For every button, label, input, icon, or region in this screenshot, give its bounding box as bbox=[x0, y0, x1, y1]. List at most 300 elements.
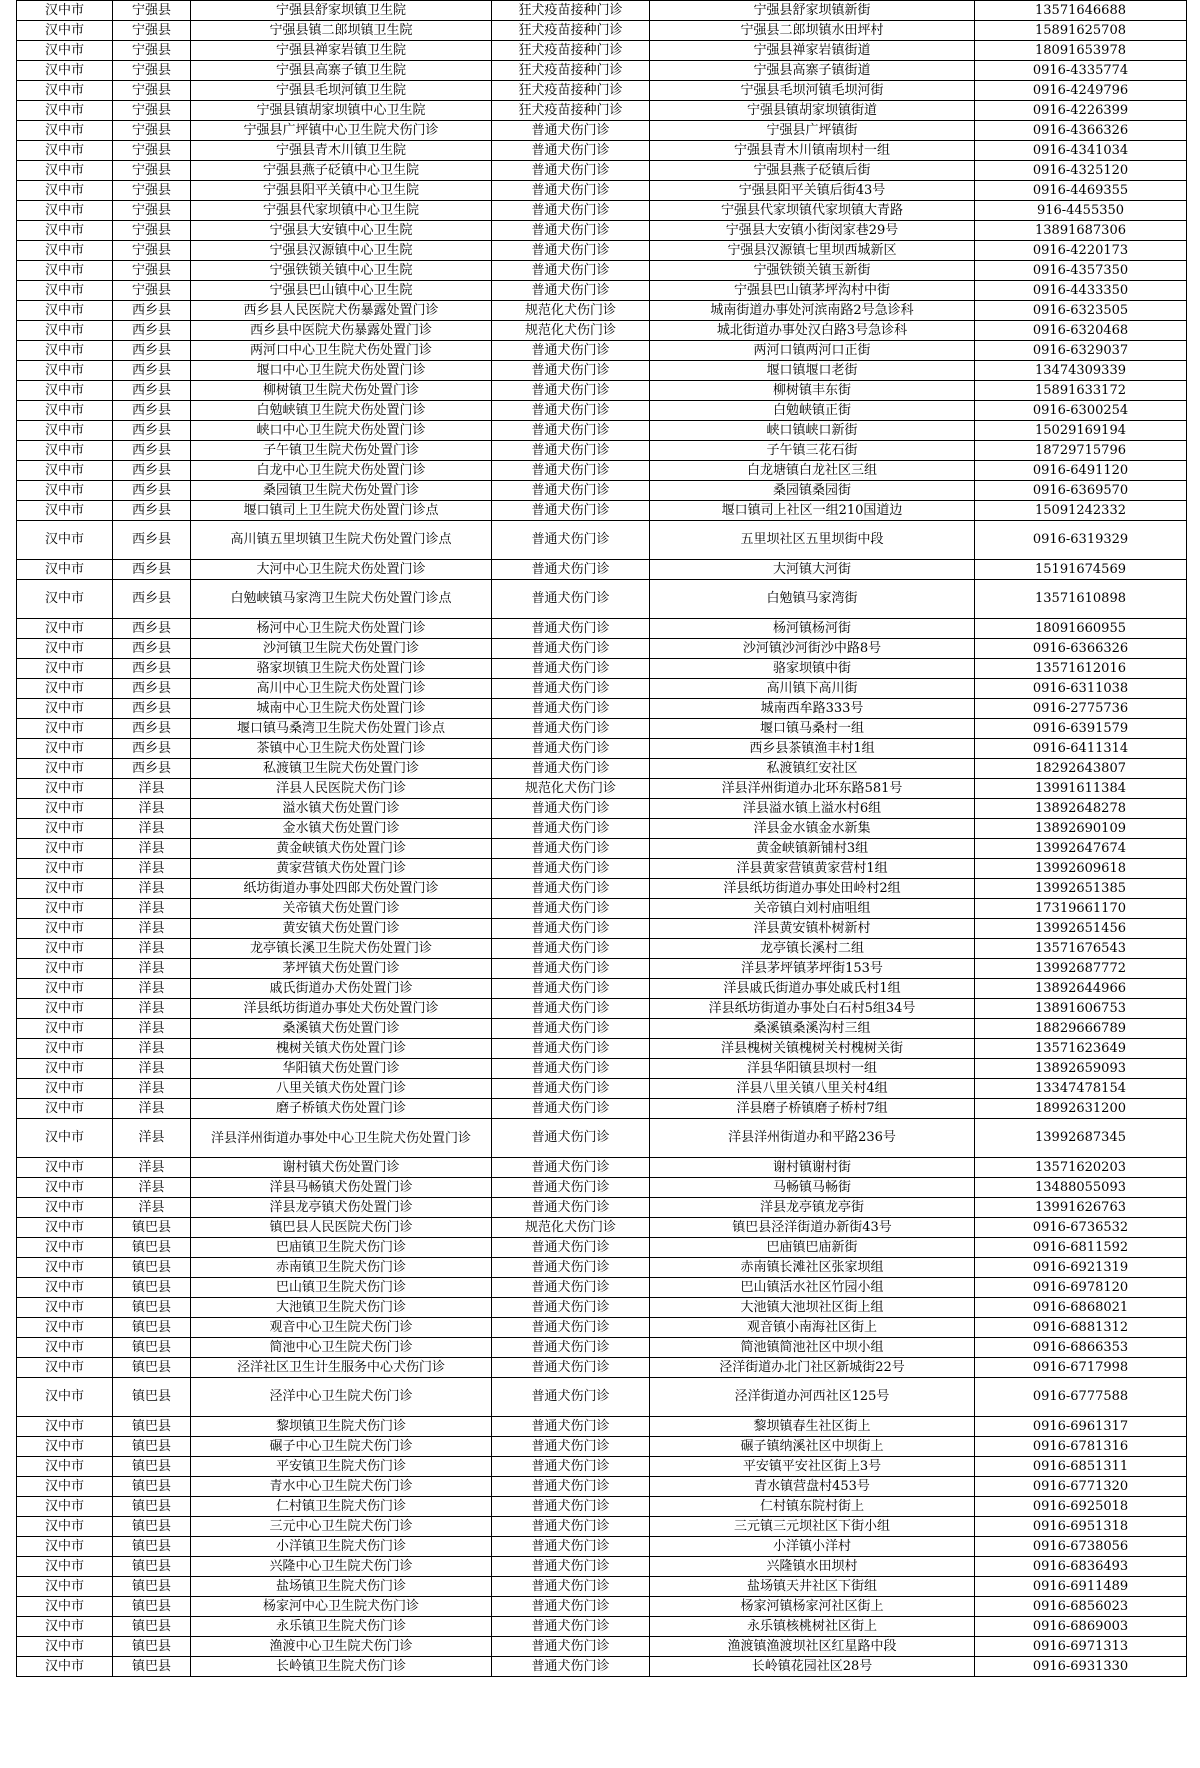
address-cell: 宁强县二郎坝镇水田坪村 bbox=[650, 21, 975, 41]
address-cell: 城南西牟路333号 bbox=[650, 699, 975, 719]
clinic-name-cell: 宁强县镇胡家坝镇中心卫生院 bbox=[191, 101, 492, 121]
table-row bbox=[17, 361, 1187, 381]
county-cell: 宁强县 bbox=[113, 101, 191, 121]
phone-cell: 18091653978 bbox=[975, 41, 1187, 61]
address-cell: 宁强县镇胡家坝镇街道 bbox=[650, 101, 975, 121]
address-cell: 西乡县茶镇渔丰村1组 bbox=[650, 739, 975, 759]
clinic-name-cell: 洋县纸坊街道办事处犬伤处置门诊 bbox=[191, 999, 492, 1019]
county-cell: 洋县 bbox=[113, 1099, 191, 1119]
address-cell: 两河口镇两河口正街 bbox=[650, 341, 975, 361]
clinic-type-cell: 普通犬伤门诊 bbox=[492, 441, 650, 461]
clinic-name-cell: 白龙中心卫生院犬伤处置门诊 bbox=[191, 461, 492, 481]
phone-cell: 0916-6931330 bbox=[975, 1657, 1187, 1677]
city-cell: 汉中市 bbox=[17, 141, 113, 161]
county-cell: 镇巴县 bbox=[113, 1657, 191, 1677]
phone-cell: 13571646688 bbox=[975, 1, 1187, 21]
address-cell: 沙河镇沙河街沙中路8号 bbox=[650, 639, 975, 659]
table-row bbox=[17, 1537, 1187, 1557]
address-cell: 平安镇平安社区街上3号 bbox=[650, 1457, 975, 1477]
clinic-type-cell: 普通犬伤门诊 bbox=[492, 341, 650, 361]
city-cell: 汉中市 bbox=[17, 639, 113, 659]
phone-cell: 15891633172 bbox=[975, 381, 1187, 401]
address-cell: 杨家河镇杨家河社区街上 bbox=[650, 1597, 975, 1617]
address-cell: 宁强铁锁关镇玉新街 bbox=[650, 261, 975, 281]
county-cell: 镇巴县 bbox=[113, 1278, 191, 1298]
clinic-type-cell: 普通犬伤门诊 bbox=[492, 161, 650, 181]
clinic-name-cell: 宁强铁锁关镇中心卫生院 bbox=[191, 261, 492, 281]
clinic-type-cell: 普通犬伤门诊 bbox=[492, 121, 650, 141]
county-cell: 洋县 bbox=[113, 1039, 191, 1059]
address-cell: 宁强县燕子砭镇后街 bbox=[650, 161, 975, 181]
clinic-name-cell: 高川中心卫生院犬伤处置门诊 bbox=[191, 679, 492, 699]
address-cell: 子午镇三花石街 bbox=[650, 441, 975, 461]
clinic-name-cell: 八里关镇犬伤处置门诊 bbox=[191, 1079, 492, 1099]
clinic-type-cell: 普通犬伤门诊 bbox=[492, 201, 650, 221]
address-cell: 柳树镇丰东街 bbox=[650, 381, 975, 401]
table-row bbox=[17, 1437, 1187, 1457]
address-cell: 简池镇简池社区中坝小组 bbox=[650, 1338, 975, 1358]
city-cell: 汉中市 bbox=[17, 999, 113, 1019]
address-cell: 宁强县高寨子镇街道 bbox=[650, 61, 975, 81]
clinic-name-cell: 宁强县阳平关镇中心卫生院 bbox=[191, 181, 492, 201]
table-row bbox=[17, 619, 1187, 639]
clinic-type-cell: 普通犬伤门诊 bbox=[492, 501, 650, 521]
address-cell: 白勉镇马家湾街 bbox=[650, 580, 975, 619]
city-cell: 汉中市 bbox=[17, 1059, 113, 1079]
address-cell: 谢村镇谢村街 bbox=[650, 1158, 975, 1178]
phone-cell: 13347478154 bbox=[975, 1079, 1187, 1099]
phone-cell: 18829666789 bbox=[975, 1019, 1187, 1039]
address-cell: 黎坝镇春生社区街上 bbox=[650, 1417, 975, 1437]
clinic-table-body bbox=[17, 1, 1187, 1677]
clinic-name-cell: 溢水镇犬伤处置门诊 bbox=[191, 799, 492, 819]
address-cell: 高川镇下高川街 bbox=[650, 679, 975, 699]
county-cell: 镇巴县 bbox=[113, 1378, 191, 1417]
address-cell: 马畅镇马畅街 bbox=[650, 1178, 975, 1198]
clinic-type-cell: 普通犬伤门诊 bbox=[492, 421, 650, 441]
clinic-type-cell: 普通犬伤门诊 bbox=[492, 1318, 650, 1338]
clinic-name-cell: 西乡县中医院犬伤暴露处置门诊 bbox=[191, 321, 492, 341]
county-cell: 镇巴县 bbox=[113, 1417, 191, 1437]
city-cell: 汉中市 bbox=[17, 1, 113, 21]
table-row bbox=[17, 1557, 1187, 1577]
clinic-type-cell: 普通犬伤门诊 bbox=[492, 999, 650, 1019]
phone-cell: 0916-6491120 bbox=[975, 461, 1187, 481]
address-cell: 宁强县广坪镇街 bbox=[650, 121, 975, 141]
city-cell: 汉中市 bbox=[17, 1417, 113, 1437]
table-row bbox=[17, 201, 1187, 221]
clinic-type-cell: 普通犬伤门诊 bbox=[492, 1099, 650, 1119]
county-cell: 宁强县 bbox=[113, 221, 191, 241]
phone-cell: 0916-2775736 bbox=[975, 699, 1187, 719]
city-cell: 汉中市 bbox=[17, 859, 113, 879]
address-cell: 永乐镇核桃树社区街上 bbox=[650, 1617, 975, 1637]
clinic-name-cell: 宁强县舒家坝镇卫生院 bbox=[191, 1, 492, 21]
city-cell: 汉中市 bbox=[17, 819, 113, 839]
clinic-name-cell: 白勉峡镇卫生院犬伤处置门诊 bbox=[191, 401, 492, 421]
clinic-type-cell: 普通犬伤门诊 bbox=[492, 241, 650, 261]
table-row bbox=[17, 799, 1187, 819]
table-row bbox=[17, 659, 1187, 679]
phone-cell: 0916-4433350 bbox=[975, 281, 1187, 301]
clinic-type-cell: 普通犬伤门诊 bbox=[492, 739, 650, 759]
county-cell: 镇巴县 bbox=[113, 1517, 191, 1537]
table-row bbox=[17, 301, 1187, 321]
table-row bbox=[17, 899, 1187, 919]
clinic-name-cell: 西乡县人民医院犬伤暴露处置门诊 bbox=[191, 301, 492, 321]
clinic-name-cell: 堰口中心卫生院犬伤处置门诊 bbox=[191, 361, 492, 381]
city-cell: 汉中市 bbox=[17, 1477, 113, 1497]
clinic-name-cell: 巴庙镇卫生院犬伤门诊 bbox=[191, 1238, 492, 1258]
city-cell: 汉中市 bbox=[17, 1039, 113, 1059]
county-cell: 宁强县 bbox=[113, 41, 191, 61]
county-cell: 镇巴县 bbox=[113, 1258, 191, 1278]
address-cell: 观音镇小南海社区街上 bbox=[650, 1318, 975, 1338]
county-cell: 西乡县 bbox=[113, 759, 191, 779]
clinic-name-cell: 高川镇五里坝镇卫生院犬伤处置门诊点 bbox=[191, 521, 492, 560]
clinic-type-cell: 普通犬伤门诊 bbox=[492, 979, 650, 999]
clinic-type-cell: 规范化犬伤门诊 bbox=[492, 321, 650, 341]
clinic-name-cell: 宁强县汉源镇中心卫生院 bbox=[191, 241, 492, 261]
clinic-name-cell: 纸坊街道办事处四郎犬伤处置门诊 bbox=[191, 879, 492, 899]
clinic-type-cell: 普通犬伤门诊 bbox=[492, 580, 650, 619]
address-cell: 长岭镇花园社区28号 bbox=[650, 1657, 975, 1677]
table-row bbox=[17, 1158, 1187, 1178]
table-row bbox=[17, 979, 1187, 999]
clinic-type-cell: 普通犬伤门诊 bbox=[492, 619, 650, 639]
table-row bbox=[17, 521, 1187, 560]
phone-cell: 0916-6971313 bbox=[975, 1637, 1187, 1657]
address-cell: 洋县茅坪镇茅坪街153号 bbox=[650, 959, 975, 979]
table-row bbox=[17, 81, 1187, 101]
county-cell: 洋县 bbox=[113, 899, 191, 919]
clinic-name-cell: 宁强县大安镇中心卫生院 bbox=[191, 221, 492, 241]
clinic-name-cell: 桑园镇卫生院犬伤处置门诊 bbox=[191, 481, 492, 501]
clinic-type-cell: 普通犬伤门诊 bbox=[492, 1198, 650, 1218]
city-cell: 汉中市 bbox=[17, 1218, 113, 1238]
clinic-name-cell: 小洋镇卫生院犬伤门诊 bbox=[191, 1537, 492, 1557]
city-cell: 汉中市 bbox=[17, 281, 113, 301]
address-cell: 仁村镇东院村街上 bbox=[650, 1497, 975, 1517]
county-cell: 西乡县 bbox=[113, 441, 191, 461]
address-cell: 兴隆镇水田坝村 bbox=[650, 1557, 975, 1577]
table-row bbox=[17, 401, 1187, 421]
clinic-name-cell: 杨家河中心卫生院犬伤门诊 bbox=[191, 1597, 492, 1617]
city-cell: 汉中市 bbox=[17, 1637, 113, 1657]
clinic-name-cell: 宁强县禅家岩镇卫生院 bbox=[191, 41, 492, 61]
county-cell: 西乡县 bbox=[113, 659, 191, 679]
city-cell: 汉中市 bbox=[17, 181, 113, 201]
address-cell: 宁强县代家坝镇代家坝镇大青路 bbox=[650, 201, 975, 221]
city-cell: 汉中市 bbox=[17, 1318, 113, 1338]
phone-cell: 0916-6717998 bbox=[975, 1358, 1187, 1378]
address-cell: 白龙塘镇白龙社区三组 bbox=[650, 461, 975, 481]
address-cell: 城北街道办事处汉白路3号急诊科 bbox=[650, 321, 975, 341]
clinic-name-cell: 观音中心卫生院犬伤门诊 bbox=[191, 1318, 492, 1338]
city-cell: 汉中市 bbox=[17, 481, 113, 501]
county-cell: 西乡县 bbox=[113, 341, 191, 361]
address-cell: 大池镇大池坝社区街上组 bbox=[650, 1298, 975, 1318]
county-cell: 洋县 bbox=[113, 779, 191, 799]
city-cell: 汉中市 bbox=[17, 779, 113, 799]
table-row bbox=[17, 1477, 1187, 1497]
phone-cell: 13571610898 bbox=[975, 580, 1187, 619]
address-cell: 宁强县禅家岩镇街道 bbox=[650, 41, 975, 61]
table-row bbox=[17, 1099, 1187, 1119]
clinic-type-cell: 普通犬伤门诊 bbox=[492, 261, 650, 281]
phone-cell: 0916-6369570 bbox=[975, 481, 1187, 501]
table-row bbox=[17, 241, 1187, 261]
table-row bbox=[17, 1079, 1187, 1099]
city-cell: 汉中市 bbox=[17, 1657, 113, 1677]
county-cell: 洋县 bbox=[113, 839, 191, 859]
clinic-type-cell: 普通犬伤门诊 bbox=[492, 819, 650, 839]
clinic-name-cell: 宁强县青木川镇卫生院 bbox=[191, 141, 492, 161]
county-cell: 洋县 bbox=[113, 1079, 191, 1099]
city-cell: 汉中市 bbox=[17, 381, 113, 401]
county-cell: 宁强县 bbox=[113, 161, 191, 181]
clinic-type-cell: 普通犬伤门诊 bbox=[492, 1039, 650, 1059]
address-cell: 宁强县青木川镇南坝村一组 bbox=[650, 141, 975, 161]
city-cell: 汉中市 bbox=[17, 1238, 113, 1258]
clinic-type-cell: 普通犬伤门诊 bbox=[492, 1158, 650, 1178]
table-row bbox=[17, 121, 1187, 141]
phone-cell: 0916-6781316 bbox=[975, 1437, 1187, 1457]
clinic-type-cell: 普通犬伤门诊 bbox=[492, 401, 650, 421]
city-cell: 汉中市 bbox=[17, 659, 113, 679]
county-cell: 镇巴县 bbox=[113, 1358, 191, 1378]
clinic-name-cell: 泾洋社区卫生计生服务中心犬伤门诊 bbox=[191, 1358, 492, 1378]
table-row bbox=[17, 1238, 1187, 1258]
city-cell: 汉中市 bbox=[17, 739, 113, 759]
table-row bbox=[17, 839, 1187, 859]
city-cell: 汉中市 bbox=[17, 719, 113, 739]
clinic-type-cell: 狂犬疫苗接种门诊 bbox=[492, 21, 650, 41]
address-cell: 峡口镇峡口新街 bbox=[650, 421, 975, 441]
county-cell: 镇巴县 bbox=[113, 1338, 191, 1358]
county-cell: 洋县 bbox=[113, 939, 191, 959]
table-row bbox=[17, 699, 1187, 719]
clinic-name-cell: 宁强县代家坝镇中心卫生院 bbox=[191, 201, 492, 221]
clinic-type-cell: 普通犬伤门诊 bbox=[492, 639, 650, 659]
phone-cell: 0916-6311038 bbox=[975, 679, 1187, 699]
city-cell: 汉中市 bbox=[17, 1617, 113, 1637]
clinic-type-cell: 普通犬伤门诊 bbox=[492, 1298, 650, 1318]
clinic-name-cell: 宁强县毛坝河镇卫生院 bbox=[191, 81, 492, 101]
clinic-name-cell: 三元中心卫生院犬伤门诊 bbox=[191, 1517, 492, 1537]
clinic-type-cell: 普通犬伤门诊 bbox=[492, 1437, 650, 1457]
city-cell: 汉中市 bbox=[17, 560, 113, 580]
county-cell: 镇巴县 bbox=[113, 1557, 191, 1577]
phone-cell: 0916-6881312 bbox=[975, 1318, 1187, 1338]
clinic-name-cell: 青水中心卫生院犬伤门诊 bbox=[191, 1477, 492, 1497]
city-cell: 汉中市 bbox=[17, 1278, 113, 1298]
table-row bbox=[17, 341, 1187, 361]
clinic-name-cell: 大池镇卫生院犬伤门诊 bbox=[191, 1298, 492, 1318]
phone-cell: 0916-6951318 bbox=[975, 1517, 1187, 1537]
phone-cell: 0916-6868021 bbox=[975, 1298, 1187, 1318]
city-cell: 汉中市 bbox=[17, 461, 113, 481]
phone-cell: 13991611384 bbox=[975, 779, 1187, 799]
county-cell: 西乡县 bbox=[113, 481, 191, 501]
phone-cell: 0916-6366326 bbox=[975, 639, 1187, 659]
phone-cell: 18091660955 bbox=[975, 619, 1187, 639]
phone-cell: 0916-6323505 bbox=[975, 301, 1187, 321]
phone-cell: 0916-6856023 bbox=[975, 1597, 1187, 1617]
city-cell: 汉中市 bbox=[17, 101, 113, 121]
phone-cell: 15091242332 bbox=[975, 501, 1187, 521]
table-row bbox=[17, 560, 1187, 580]
city-cell: 汉中市 bbox=[17, 939, 113, 959]
city-cell: 汉中市 bbox=[17, 799, 113, 819]
clinic-type-cell: 普通犬伤门诊 bbox=[492, 1019, 650, 1039]
clinic-name-cell: 黎坝镇卫生院犬伤门诊 bbox=[191, 1417, 492, 1437]
county-cell: 洋县 bbox=[113, 1119, 191, 1158]
county-cell: 洋县 bbox=[113, 879, 191, 899]
address-cell: 宁强县毛坝河镇毛坝河街 bbox=[650, 81, 975, 101]
city-cell: 汉中市 bbox=[17, 1537, 113, 1557]
clinic-name-cell: 峡口中心卫生院犬伤处置门诊 bbox=[191, 421, 492, 441]
city-cell: 汉中市 bbox=[17, 501, 113, 521]
clinic-name-cell: 柳树镇卫生院犬伤处置门诊 bbox=[191, 381, 492, 401]
county-cell: 西乡县 bbox=[113, 719, 191, 739]
phone-cell: 13992687772 bbox=[975, 959, 1187, 979]
address-cell: 泾洋街道办北门社区新城街22号 bbox=[650, 1358, 975, 1378]
county-cell: 洋县 bbox=[113, 959, 191, 979]
clinic-name-cell: 巴山镇卫生院犬伤门诊 bbox=[191, 1278, 492, 1298]
address-cell: 大河镇大河街 bbox=[650, 560, 975, 580]
phone-cell: 0916-6411314 bbox=[975, 739, 1187, 759]
county-cell: 洋县 bbox=[113, 1019, 191, 1039]
phone-cell: 0916-6866353 bbox=[975, 1338, 1187, 1358]
table-row bbox=[17, 61, 1187, 81]
clinic-type-cell: 普通犬伤门诊 bbox=[492, 859, 650, 879]
clinic-type-cell: 普通犬伤门诊 bbox=[492, 799, 650, 819]
clinic-name-cell: 黄安镇犬伤处置门诊 bbox=[191, 919, 492, 939]
table-row bbox=[17, 939, 1187, 959]
table-row bbox=[17, 919, 1187, 939]
clinic-type-cell: 普通犬伤门诊 bbox=[492, 679, 650, 699]
clinic-type-cell: 普通犬伤门诊 bbox=[492, 1417, 650, 1437]
clinic-name-cell: 赤南镇卫生院犬伤门诊 bbox=[191, 1258, 492, 1278]
address-cell: 洋县华阳镇县坝村一组 bbox=[650, 1059, 975, 1079]
county-cell: 西乡县 bbox=[113, 501, 191, 521]
clinic-type-cell: 普通犬伤门诊 bbox=[492, 1637, 650, 1657]
phone-cell: 0916-6961317 bbox=[975, 1417, 1187, 1437]
county-cell: 宁强县 bbox=[113, 181, 191, 201]
table-row bbox=[17, 261, 1187, 281]
clinic-name-cell: 宁强县高寨子镇卫生院 bbox=[191, 61, 492, 81]
city-cell: 汉中市 bbox=[17, 121, 113, 141]
county-cell: 宁强县 bbox=[113, 241, 191, 261]
clinic-name-cell: 金水镇犬伤处置门诊 bbox=[191, 819, 492, 839]
city-cell: 汉中市 bbox=[17, 979, 113, 999]
city-cell: 汉中市 bbox=[17, 580, 113, 619]
clinic-name-cell: 宁强县巴山镇中心卫生院 bbox=[191, 281, 492, 301]
county-cell: 宁强县 bbox=[113, 201, 191, 221]
county-cell: 西乡县 bbox=[113, 361, 191, 381]
clinic-type-cell: 狂犬疫苗接种门诊 bbox=[492, 101, 650, 121]
table-row bbox=[17, 1597, 1187, 1617]
city-cell: 汉中市 bbox=[17, 301, 113, 321]
address-cell: 桑园镇桑园街 bbox=[650, 481, 975, 501]
address-cell: 碾子镇纳溪社区中坝街上 bbox=[650, 1437, 975, 1457]
address-cell: 盐场镇天井社区下街组 bbox=[650, 1577, 975, 1597]
table-row bbox=[17, 639, 1187, 659]
phone-cell: 0916-4226399 bbox=[975, 101, 1187, 121]
phone-cell: 0916-4325120 bbox=[975, 161, 1187, 181]
county-cell: 镇巴县 bbox=[113, 1597, 191, 1617]
county-cell: 洋县 bbox=[113, 999, 191, 1019]
clinic-type-cell: 普通犬伤门诊 bbox=[492, 1178, 650, 1198]
city-cell: 汉中市 bbox=[17, 699, 113, 719]
phone-cell: 0916-6811592 bbox=[975, 1238, 1187, 1258]
city-cell: 汉中市 bbox=[17, 1378, 113, 1417]
phone-cell: 0916-6911489 bbox=[975, 1577, 1187, 1597]
county-cell: 西乡县 bbox=[113, 301, 191, 321]
clinic-type-cell: 普通犬伤门诊 bbox=[492, 141, 650, 161]
city-cell: 汉中市 bbox=[17, 1577, 113, 1597]
clinic-name-cell: 杨河中心卫生院犬伤处置门诊 bbox=[191, 619, 492, 639]
table-row bbox=[17, 1497, 1187, 1517]
table-row bbox=[17, 481, 1187, 501]
table-row bbox=[17, 1278, 1187, 1298]
clinic-type-cell: 普通犬伤门诊 bbox=[492, 1079, 650, 1099]
address-cell: 骆家坝镇中街 bbox=[650, 659, 975, 679]
county-cell: 西乡县 bbox=[113, 679, 191, 699]
table-row bbox=[17, 879, 1187, 899]
table-row bbox=[17, 281, 1187, 301]
county-cell: 西乡县 bbox=[113, 421, 191, 441]
county-cell: 洋县 bbox=[113, 799, 191, 819]
phone-cell: 13892690109 bbox=[975, 819, 1187, 839]
clinic-type-cell: 普通犬伤门诊 bbox=[492, 959, 650, 979]
phone-cell: 0916-4469355 bbox=[975, 181, 1187, 201]
city-cell: 汉中市 bbox=[17, 1158, 113, 1178]
address-cell: 小洋镇小洋村 bbox=[650, 1537, 975, 1557]
table-row bbox=[17, 421, 1187, 441]
table-row bbox=[17, 141, 1187, 161]
clinic-name-cell: 长岭镇卫生院犬伤门诊 bbox=[191, 1657, 492, 1677]
clinic-type-cell: 普通犬伤门诊 bbox=[492, 1557, 650, 1577]
table-row bbox=[17, 21, 1187, 41]
county-cell: 镇巴县 bbox=[113, 1457, 191, 1477]
county-cell: 镇巴县 bbox=[113, 1298, 191, 1318]
table-row bbox=[17, 461, 1187, 481]
clinic-name-cell: 大河中心卫生院犬伤处置门诊 bbox=[191, 560, 492, 580]
phone-cell: 13474309339 bbox=[975, 361, 1187, 381]
county-cell: 镇巴县 bbox=[113, 1497, 191, 1517]
county-cell: 宁强县 bbox=[113, 61, 191, 81]
phone-cell: 13571620203 bbox=[975, 1158, 1187, 1178]
clinic-name-cell: 戚氏街道办犬伤处置门诊 bbox=[191, 979, 492, 999]
table-row bbox=[17, 1417, 1187, 1437]
table-row bbox=[17, 381, 1187, 401]
county-cell: 洋县 bbox=[113, 979, 191, 999]
address-cell: 杨河镇杨河街 bbox=[650, 619, 975, 639]
table-row bbox=[17, 1039, 1187, 1059]
county-cell: 镇巴县 bbox=[113, 1637, 191, 1657]
county-cell: 西乡县 bbox=[113, 619, 191, 639]
clinic-name-cell: 洋县马畅镇犬伤处置门诊 bbox=[191, 1178, 492, 1198]
address-cell: 泾洋街道办河西社区125号 bbox=[650, 1378, 975, 1417]
phone-cell: 13891687306 bbox=[975, 221, 1187, 241]
table-row bbox=[17, 580, 1187, 619]
clinic-name-cell: 谢村镇犬伤处置门诊 bbox=[191, 1158, 492, 1178]
clinic-type-cell: 狂犬疫苗接种门诊 bbox=[492, 1, 650, 21]
table-row bbox=[17, 161, 1187, 181]
clinic-type-cell: 狂犬疫苗接种门诊 bbox=[492, 61, 650, 81]
